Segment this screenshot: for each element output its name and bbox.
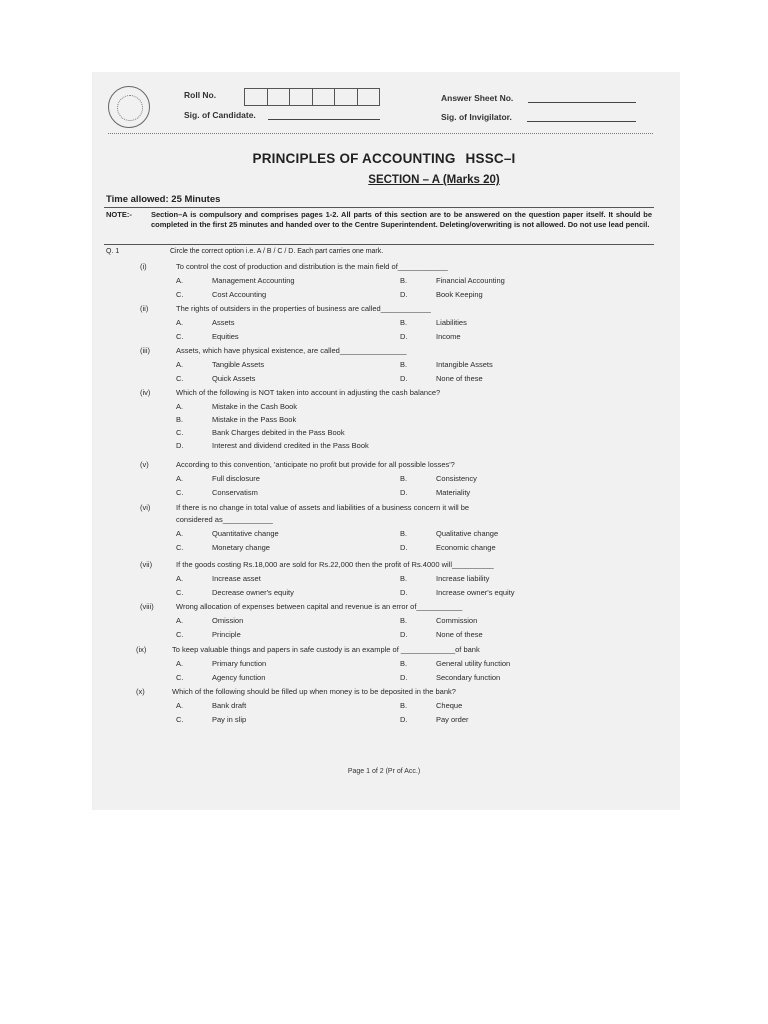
option-letter: D. [400, 543, 408, 552]
option-letter: B. [400, 474, 408, 483]
answer-sheet-line[interactable] [528, 102, 636, 103]
roll-no-label: Roll No. [184, 90, 217, 100]
sig-candidate-label: Sig. of Candidate. [184, 110, 256, 120]
time-allowed: Time allowed: 25 Minutes [106, 194, 221, 205]
option-letter: C. [176, 290, 184, 299]
option-text[interactable]: Omission [212, 616, 244, 625]
option-text[interactable]: Consistency [436, 474, 477, 483]
option-letter: B. [400, 701, 408, 710]
option-text[interactable]: Materiality [436, 488, 471, 497]
option-text[interactable]: Agency function [212, 673, 266, 682]
part-number: (ix) [136, 645, 147, 654]
option-text[interactable]: None of these [436, 630, 483, 639]
note-label: NOTE:- [106, 210, 132, 219]
option-letter: C. [176, 488, 184, 497]
option-text[interactable]: Assets [212, 318, 235, 327]
question-number: Q. 1 [106, 248, 120, 255]
option-letter: A. [176, 529, 184, 538]
option-letter: A. [176, 659, 184, 668]
option-letter: B. [400, 529, 408, 538]
option-text[interactable]: Monetary change [212, 543, 270, 552]
option-text[interactable]: Mistake in the Pass Book [212, 415, 297, 424]
option-text[interactable]: Tangible Assets [212, 360, 265, 369]
option-letter: B. [400, 318, 408, 327]
option-text[interactable]: Quick Assets [212, 374, 256, 383]
option-letter: A. [176, 402, 184, 411]
sig-invigilator-line[interactable] [527, 121, 636, 122]
option-text[interactable]: Financial Accounting [436, 276, 505, 285]
header-divider [108, 133, 653, 134]
option-letter: D. [400, 374, 408, 383]
option-letter: B. [400, 659, 408, 668]
option-text[interactable]: Economic change [436, 543, 496, 552]
option-text[interactable]: Liabilities [436, 318, 467, 327]
part-number: (i) [140, 262, 147, 271]
option-text[interactable]: Conservatism [212, 488, 258, 497]
part-stem: Assets, which have physical existence, are called________________ [176, 346, 407, 355]
option-letter: B. [176, 415, 184, 424]
option-text[interactable]: Book Keeping [436, 290, 483, 299]
part-stem: considered as____________ [176, 515, 273, 524]
option-text[interactable]: General utility function [436, 659, 511, 668]
part-number: (iii) [140, 346, 150, 355]
part-stem: According to this convention, 'anticipate no profit but provide for all possible losses'? [176, 460, 455, 469]
option-text[interactable]: Mistake in the Cash Book [212, 402, 298, 411]
option-letter: D. [400, 488, 408, 497]
option-letter: D. [400, 332, 408, 341]
option-letter: B. [400, 276, 408, 285]
option-text[interactable]: Increase owner's equity [436, 588, 515, 597]
option-text[interactable]: Pay in slip [212, 715, 247, 724]
option-text[interactable]: Qualitative change [436, 529, 499, 538]
board-seal-icon [108, 86, 150, 128]
option-letter: A. [176, 616, 184, 625]
option-letter: B. [400, 360, 408, 369]
part-number: (iv) [140, 388, 151, 397]
note-rule [104, 244, 654, 245]
option-letter: D. [400, 290, 408, 299]
option-letter: A. [176, 318, 184, 327]
page-footer: Page 1 of 2 (Pr of Acc.) [347, 768, 421, 775]
part-number: (vii) [140, 560, 153, 569]
option-letter: A. [176, 276, 184, 285]
part-number: (x) [136, 687, 145, 696]
option-text[interactable]: Decrease owner's equity [212, 588, 294, 597]
subject-title: PRINCIPLES OF ACCOUNTING [252, 151, 456, 166]
option-letter: C. [176, 428, 184, 437]
option-text[interactable]: Interest and dividend credited in the Pass Book [212, 441, 369, 450]
sig-invigilator-label: Sig. of Invigilator. [441, 112, 512, 122]
option-letter: D. [400, 630, 408, 639]
option-text[interactable]: Quantitative change [212, 529, 279, 538]
option-text[interactable]: Bank draft [212, 701, 247, 710]
option-letter: D. [400, 588, 408, 597]
option-letter: C. [176, 630, 184, 639]
option-text[interactable]: Primary function [212, 659, 267, 668]
note-text: Section–A is compulsory and comprises pages 1-2. All parts of this section are to be answered on the question paper itself. It should be completed in the first 25 minutes and handed over to the Centre Superintendent. Deleting/overwriting is not allowed. Do not use lead pencil. [151, 210, 652, 229]
part-number: (vi) [140, 503, 151, 512]
option-letter: A. [176, 701, 184, 710]
option-letter: B. [400, 574, 408, 583]
part-stem: If there is no change in total value of assets and liabilities of a business concern it will be [176, 503, 470, 512]
option-text[interactable]: Increase asset [212, 574, 261, 583]
roll-no-boxes[interactable] [244, 88, 380, 106]
part-stem: To control the cost of production and distribution is the main field of____________ [176, 262, 448, 271]
answer-sheet-label: Answer Sheet No. [441, 93, 514, 103]
part-stem: To keep valuable things and papers in safe custody is an example of _____________of bank [172, 645, 480, 654]
option-text[interactable]: Intangible Assets [436, 360, 493, 369]
part-stem: Which of the following should be filled up when money is to be deposited in the bank? [172, 687, 456, 696]
option-text[interactable]: Bank Charges debited in the Pass Book [212, 428, 345, 437]
question-instruction: Circle the correct option i.e. A / B / C / D. Each part carries one mark. [170, 248, 384, 255]
top-rule [104, 207, 654, 208]
option-text[interactable]: Increase liability [436, 574, 490, 583]
option-text[interactable]: Equities [212, 332, 239, 341]
option-letter: A. [176, 574, 184, 583]
option-text[interactable]: Cheque [436, 701, 463, 710]
page-title [0, 151, 768, 166]
part-number: (v) [140, 460, 149, 469]
part-number: (viii) [140, 602, 154, 611]
option-text[interactable]: Income [436, 332, 461, 341]
sig-candidate-line[interactable] [268, 119, 380, 120]
option-letter: A. [176, 360, 184, 369]
option-letter: A. [176, 474, 184, 483]
part-stem: The rights of outsiders in the properties of business are called____________ [176, 304, 431, 313]
section-heading: SECTION – A (Marks 20) [368, 174, 500, 186]
option-letter: C. [176, 332, 184, 341]
option-text[interactable]: None of these [436, 374, 483, 383]
option-letter: D. [176, 441, 184, 450]
part-stem: If the goods costing Rs.18,000 are sold for Rs.22,000 then the profit of Rs.4000 will__________ [176, 560, 494, 569]
option-letter: C. [176, 588, 184, 597]
option-text[interactable]: Full disclosure [212, 474, 260, 483]
option-text[interactable]: Cost Accounting [212, 290, 267, 299]
option-text[interactable]: Management Accounting [212, 276, 295, 285]
option-letter: D. [400, 715, 408, 724]
option-letter: C. [176, 374, 184, 383]
part-stem: Which of the following is NOT taken into account in adjusting the cash balance? [176, 388, 441, 397]
option-text[interactable]: Principle [212, 630, 241, 639]
option-letter: C. [176, 543, 184, 552]
class-title: HSSC–I [465, 151, 516, 166]
part-number: (ii) [140, 304, 149, 313]
option-letter: C. [176, 673, 184, 682]
option-text[interactable]: Secondary function [436, 673, 501, 682]
option-text[interactable]: Commission [436, 616, 478, 625]
option-letter: C. [176, 715, 184, 724]
option-letter: B. [400, 616, 408, 625]
option-text[interactable]: Pay order [436, 715, 469, 724]
part-stem: Wrong allocation of expenses between capital and revenue is an error of___________ [176, 602, 463, 611]
option-letter: D. [400, 673, 408, 682]
